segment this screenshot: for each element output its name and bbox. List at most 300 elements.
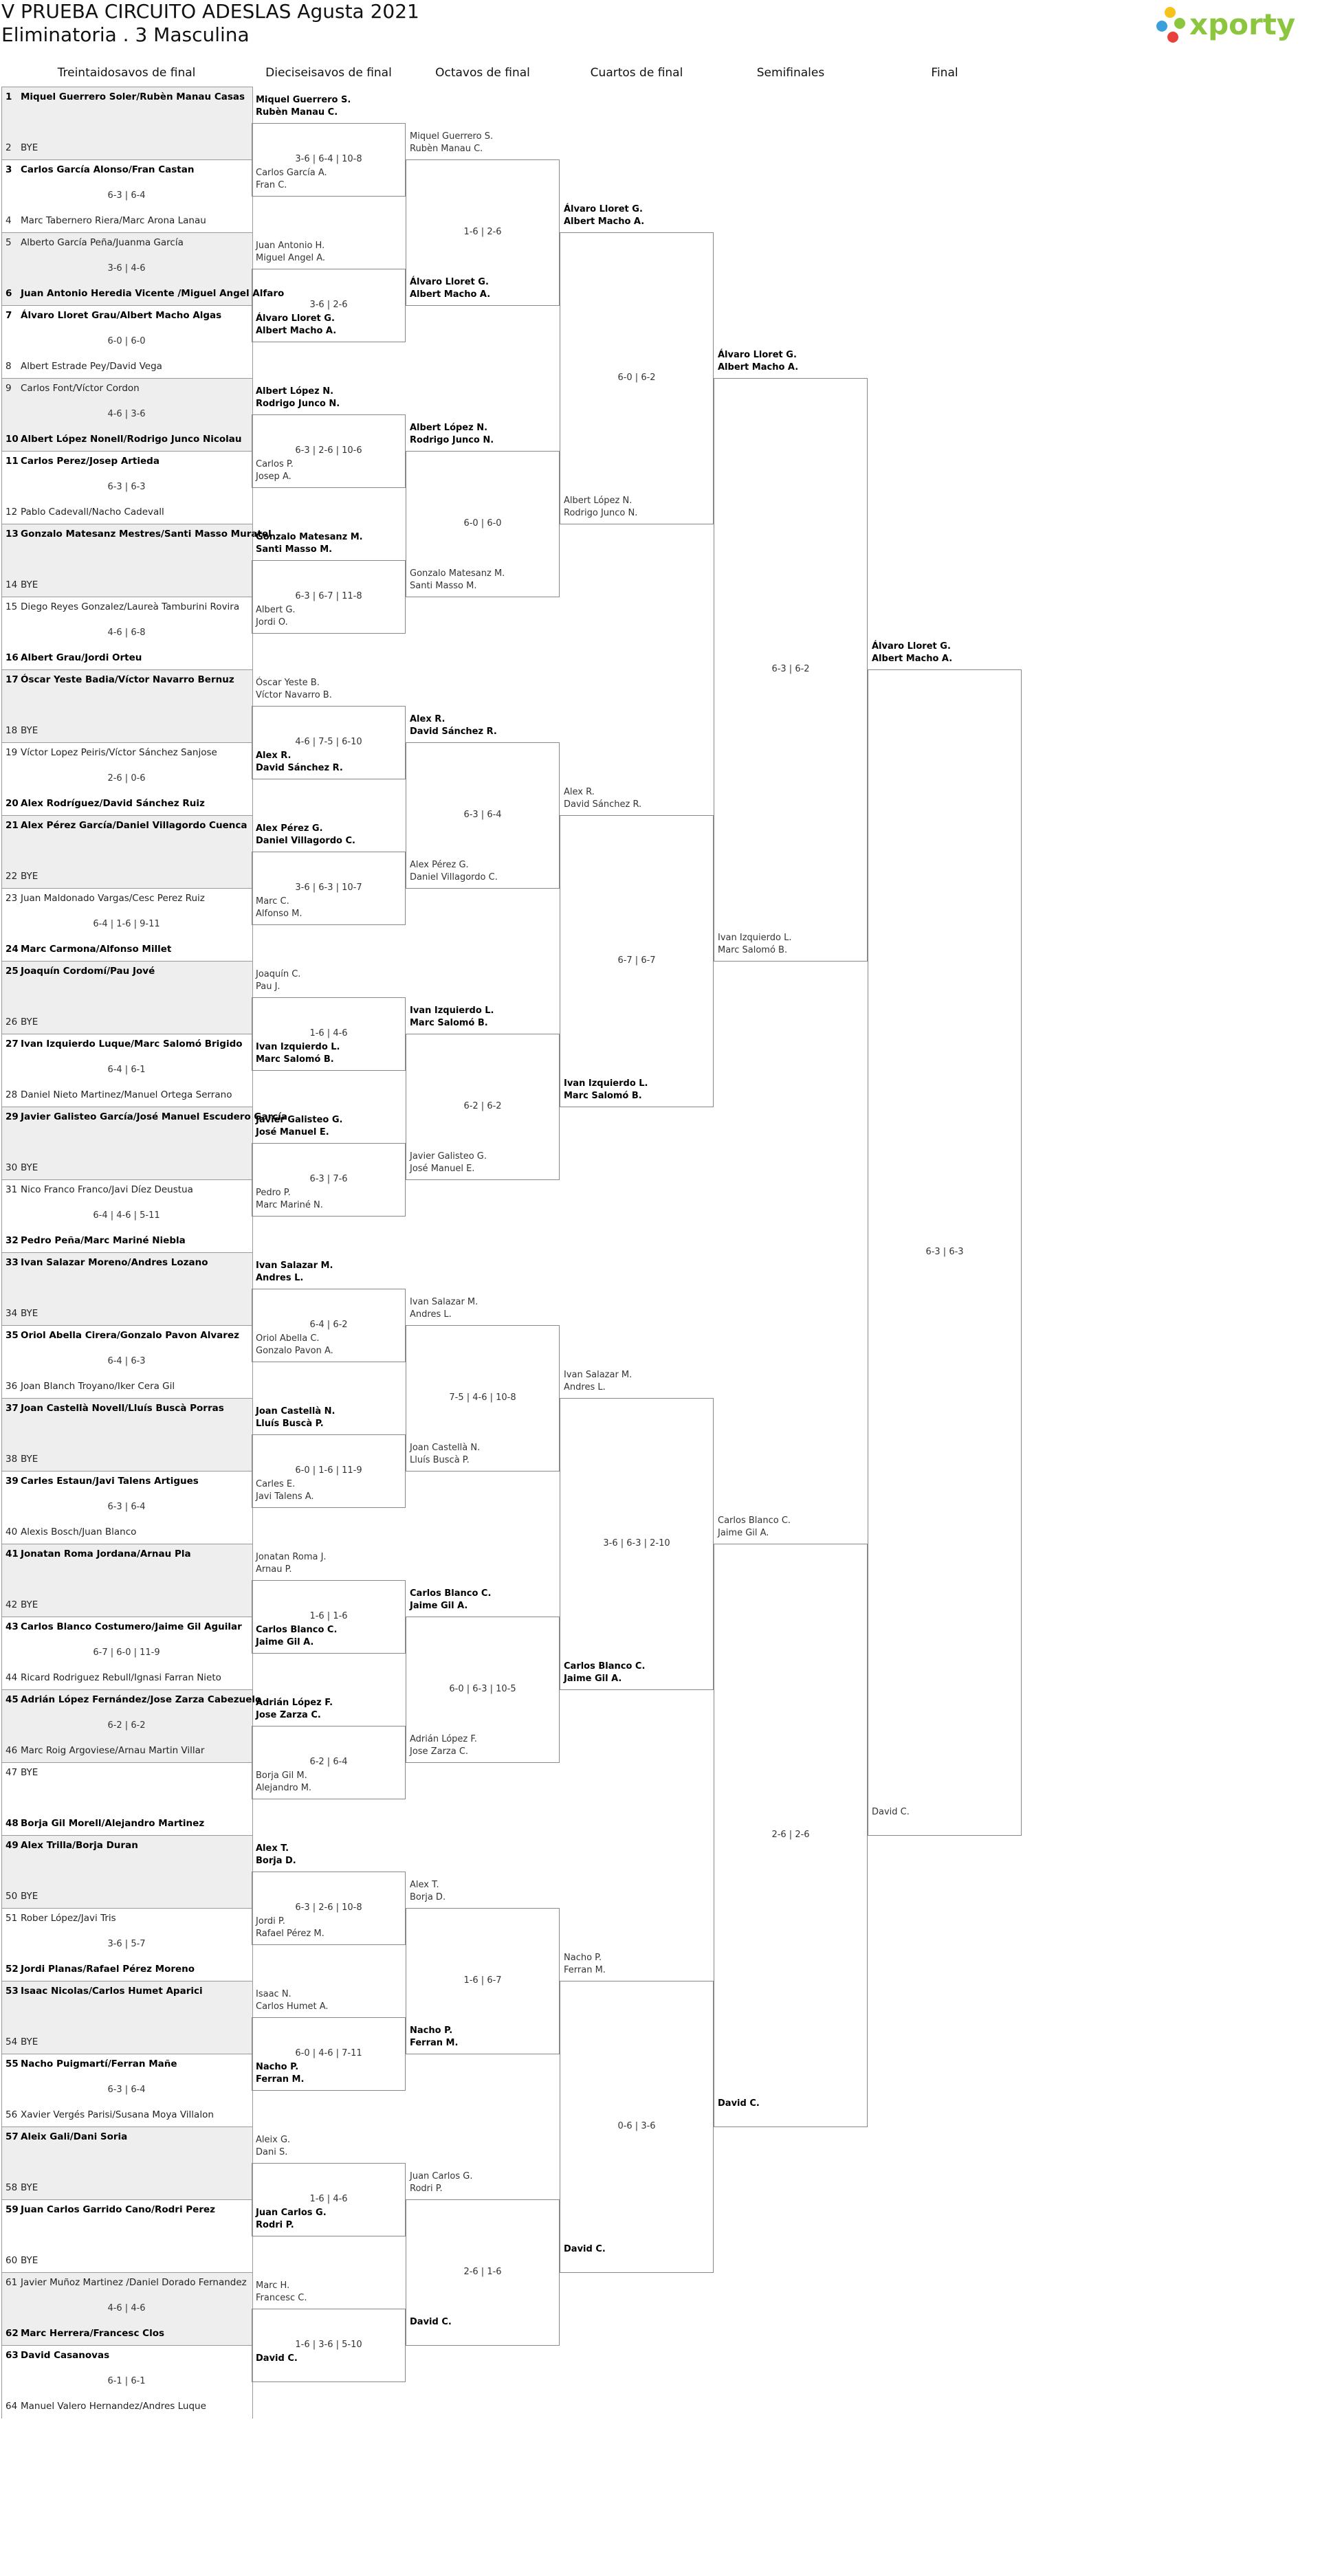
team-name: BYE xyxy=(21,1767,38,1778)
r64-team-top[interactable] xyxy=(6,2203,250,2216)
r64-team-top[interactable] xyxy=(6,1038,250,1050)
r32-top-player2[interactable]: Santi Masso M. xyxy=(256,544,333,555)
r64-team-top[interactable] xyxy=(6,1111,288,1123)
r64-team-bottom[interactable] xyxy=(6,870,250,882)
team-name: Víctor Lopez Peiris/Víctor Sánchez Sanjose xyxy=(21,747,217,758)
seed-number: 30 xyxy=(6,1162,18,1173)
r32-score: 1-6 | 4-6 xyxy=(309,1028,348,1039)
r64-team-top[interactable] xyxy=(6,1694,262,1706)
r16-bottom-player2[interactable]: Lluís Buscà P. xyxy=(410,1455,470,1465)
r64-score: 4-6 | 6-8 xyxy=(107,628,146,638)
draw-subtitle: Eliminatoria . 3 Masculina xyxy=(1,23,250,46)
r8-bottom-player1[interactable]: Albert López N. xyxy=(564,496,632,506)
r32-bottom-player2[interactable]: Gonzalo Pavon A. xyxy=(256,1346,333,1356)
seed-number: 64 xyxy=(6,2401,18,2412)
r64-team-bottom[interactable] xyxy=(6,360,250,373)
r64-team-bottom[interactable] xyxy=(6,652,250,664)
r32-bottom-player1[interactable]: Pedro P. xyxy=(256,1188,291,1198)
r32-score: 1-6 | 1-6 xyxy=(309,1611,348,1621)
team-name: Xavier Vergés Parisi/Susana Moya Villalon xyxy=(21,2109,214,2120)
round-header-r32: Dieciseisavos de final xyxy=(265,66,392,80)
r16-bottom-player1[interactable]: Gonzalo Matesanz M. xyxy=(410,568,505,579)
r32-bottom-player1[interactable]: Ivan Izquierdo L. xyxy=(256,1042,340,1052)
r64-score: 6-4 | 6-3 xyxy=(107,1356,146,1366)
r4-score: 6-3 | 6-2 xyxy=(771,664,810,674)
r64-team-top[interactable] xyxy=(6,2276,250,2289)
r64-team-bottom[interactable] xyxy=(6,2400,250,2412)
r64-team-bottom[interactable] xyxy=(6,2036,250,2048)
r16-bottom-player1[interactable]: David C. xyxy=(410,2317,452,2327)
r64-team-top[interactable] xyxy=(6,2349,250,2362)
team-name: Juan Carlos Garrido Cano/Rodri Perez xyxy=(21,2204,216,2215)
r64-team-top[interactable] xyxy=(6,2131,250,2143)
round-header-qf: Cuartos de final xyxy=(590,66,683,80)
team-name: Joan Castellà Novell/Lluís Buscà Porras xyxy=(21,1403,224,1414)
r8-top-player2[interactable]: Albert Macho A. xyxy=(564,216,645,227)
r64-team-bottom[interactable] xyxy=(6,2327,250,2340)
r8-top-player1[interactable]: Ivan Salazar M. xyxy=(564,1370,632,1380)
r64-team-bottom[interactable] xyxy=(6,142,250,154)
r16-score: 6-0 | 6-3 | 10-5 xyxy=(449,1684,516,1694)
team-name: BYE xyxy=(21,1162,38,1173)
team-name: Alex Pérez García/Daniel Villagordo Cuenca xyxy=(21,820,248,831)
r64-team-bottom[interactable] xyxy=(6,1744,250,1757)
r8-bottom-player2[interactable]: Marc Salomó B. xyxy=(564,1091,642,1101)
logo-dot-blue xyxy=(1156,21,1167,32)
r32-bottom-player1[interactable]: Alex R. xyxy=(256,751,292,761)
r4-bottom-player1[interactable]: David C. xyxy=(718,2098,760,2109)
seed-number: 15 xyxy=(6,601,18,612)
r32-top-player2[interactable]: Dani S. xyxy=(256,2147,288,2157)
r64-team-top[interactable] xyxy=(6,455,250,467)
seed-number: 56 xyxy=(6,2109,18,2120)
r4-top-player2[interactable]: Albert Macho A. xyxy=(718,362,799,373)
r16-top-player2[interactable]: Rodri P. xyxy=(410,2184,443,2194)
r16-bottom-player2[interactable]: Daniel Villagordo C. xyxy=(410,872,498,882)
team-name: Gonzalo Matesanz Mestres/Santi Masso Muratel xyxy=(21,529,272,540)
seed-number: 5 xyxy=(6,237,12,248)
r32-bottom-player1[interactable]: David C. xyxy=(256,2353,298,2364)
team-name: BYE xyxy=(21,579,38,590)
team-name: Daniel Nieto Martinez/Manuel Ortega Serrano xyxy=(21,1089,232,1100)
r32-top-player2[interactable]: Daniel Villagordo C. xyxy=(256,836,355,846)
r64-team-top[interactable] xyxy=(6,674,250,686)
r4-top-player1[interactable]: Carlos Blanco C. xyxy=(718,1515,791,1526)
seed-number: 62 xyxy=(6,2328,19,2339)
r16-top-player2[interactable]: Rodrigo Junco N. xyxy=(410,435,494,445)
r32-bottom-player1[interactable]: Carlos P. xyxy=(256,459,294,469)
r16-top-player1[interactable]: Ivan Salazar M. xyxy=(410,1297,478,1307)
team-name: Javier Galisteo García/José Manuel Escudero García xyxy=(21,1111,288,1122)
r64-team-bottom[interactable] xyxy=(6,2181,250,2194)
team-name: Álvaro Lloret Grau/Albert Macho Algas xyxy=(21,310,222,321)
r64-team-bottom[interactable] xyxy=(6,1817,250,1830)
r32-bottom-player1[interactable]: Carlos Blanco C. xyxy=(256,1625,338,1635)
seed-number: 29 xyxy=(6,1111,19,1122)
logo-dot-yellow xyxy=(1165,7,1176,18)
tournament-title: V PRUEBA CIRCUITO ADESLAS Agusta 2021 xyxy=(1,0,419,23)
r16-top-player1[interactable]: Juan Carlos G. xyxy=(410,2171,473,2181)
r32-score: 6-3 | 6-7 | 11-8 xyxy=(295,591,362,601)
r8-top-player1[interactable]: Alex R. xyxy=(564,787,595,797)
r64-team-top[interactable] xyxy=(6,1912,250,1924)
r32-bottom-player1[interactable]: Álvaro Lloret G. xyxy=(256,313,335,324)
r4-top-player1[interactable]: Álvaro Lloret G. xyxy=(718,350,797,360)
r32-bottom-player2[interactable]: Fran C. xyxy=(256,180,287,190)
r32-bottom-player2[interactable]: Marc Salomó B. xyxy=(256,1054,334,1065)
r64-team-top[interactable] xyxy=(6,1329,250,1342)
r8-bottom-player2[interactable]: Rodrigo Junco N. xyxy=(564,508,638,518)
r64-team-top[interactable] xyxy=(6,1256,250,1269)
r64-team-top[interactable] xyxy=(6,601,250,613)
r64-team-top[interactable] xyxy=(6,746,250,759)
team-name: BYE xyxy=(21,1891,38,1902)
seed-number: 31 xyxy=(6,1184,18,1195)
team-name: Ricard Rodriguez Rebull/Ignasi Farran Nieto xyxy=(21,1672,221,1683)
r32-top-player1[interactable]: Joan Castellà N. xyxy=(256,1406,336,1417)
r32-bottom-player1[interactable]: Oriol Abella C. xyxy=(256,1333,320,1344)
r8-top-player2[interactable]: Andres L. xyxy=(564,1382,606,1392)
logo-dot-red xyxy=(1167,32,1178,43)
team-name: Isaac Nicolas/Carlos Humet Aparici xyxy=(21,1986,203,1997)
round-header-sf: Semifinales xyxy=(756,66,825,80)
seed-number: 42 xyxy=(6,1599,18,1610)
round-header-r16: Octavos de final xyxy=(435,66,530,80)
team-name: Manuel Valero Hernandez/Andres Luque xyxy=(21,2401,206,2412)
r64-team-bottom[interactable] xyxy=(6,1672,250,1684)
r32-bottom-player1[interactable]: Borja Gil M. xyxy=(256,1770,307,1781)
r32-top-player2[interactable]: Pau J. xyxy=(256,981,280,992)
r64-team-bottom[interactable] xyxy=(6,1016,250,1028)
r32-top-player1[interactable]: Gonzalo Matesanz M. xyxy=(256,532,363,542)
r64-score: 6-3 | 6-4 xyxy=(107,1502,146,1512)
r64-team-bottom[interactable] xyxy=(6,2254,250,2267)
r2-top-player2[interactable]: Albert Macho A. xyxy=(872,654,953,664)
r16-top-player2[interactable]: David Sánchez R. xyxy=(410,726,497,737)
r4-bottom-player2[interactable]: Marc Salomó B. xyxy=(718,945,788,955)
r64-team-top[interactable] xyxy=(6,1402,250,1414)
seed-number: 24 xyxy=(6,944,19,955)
r8-top-player1[interactable]: Álvaro Lloret G. xyxy=(564,204,643,214)
r32-bottom-player2[interactable]: Albert Macho A. xyxy=(256,326,337,336)
r4-top-player2[interactable]: Jaime Gil A. xyxy=(718,1528,769,1538)
team-name: BYE xyxy=(21,1017,38,1028)
r8-bottom-player1[interactable]: David C. xyxy=(564,2244,606,2254)
r16-bottom-player1[interactable]: Joan Castellà N. xyxy=(410,1443,481,1453)
r32-bottom-player1[interactable]: Marc C. xyxy=(256,896,289,907)
r64-team-bottom[interactable] xyxy=(6,1963,250,1975)
r64-team-top[interactable] xyxy=(6,528,272,540)
team-name: Alexis Bosch/Juan Blanco xyxy=(21,1526,137,1537)
r16-top-player1[interactable]: Albert López N. xyxy=(410,423,488,433)
seed-number: 35 xyxy=(6,1330,19,1341)
r64-team-bottom[interactable] xyxy=(6,1380,250,1392)
r32-top-player2[interactable]: Francesc C. xyxy=(256,2293,307,2303)
r64-team-top[interactable] xyxy=(6,164,250,176)
r16-score: 7-5 | 4-6 | 10-8 xyxy=(449,1392,516,1403)
seed-number: 32 xyxy=(6,1235,19,1246)
r32-top-player1[interactable]: Adrián López F. xyxy=(256,1698,333,1708)
r64-team-top[interactable] xyxy=(6,2058,250,2070)
team-name: Marc Herrera/Francesc Clos xyxy=(21,2328,165,2339)
r64-team-top[interactable] xyxy=(6,91,250,103)
r64-team-top[interactable] xyxy=(6,1184,250,1196)
r64-team-bottom[interactable] xyxy=(6,506,250,518)
r32-top-player1[interactable]: Ivan Salazar M. xyxy=(256,1261,333,1271)
r4-bottom-player1[interactable]: Ivan Izquierdo L. xyxy=(718,933,792,943)
r64-team-top[interactable] xyxy=(6,1548,250,1560)
team-name: David Casanovas xyxy=(21,2350,110,2361)
r32-top-player2[interactable]: Borja D. xyxy=(256,1856,296,1866)
r32-bottom-player1[interactable]: Jordi P. xyxy=(256,1916,285,1927)
r32-top-player2[interactable]: Carlos Humet A. xyxy=(256,2001,329,2012)
r64-team-top[interactable] xyxy=(6,382,250,395)
r16-bottom-player2[interactable]: Santi Masso M. xyxy=(410,581,477,591)
r16-top-player1[interactable]: Alex R. xyxy=(410,714,446,724)
team-name: Diego Reyes Gonzalez/Laureà Tamburini Rovira xyxy=(21,601,240,612)
r32-bottom-player2[interactable]: Alfonso M. xyxy=(256,909,302,919)
r16-score: 6-2 | 6-2 xyxy=(463,1101,502,1111)
r32-bottom-player2[interactable]: Javi Talens A. xyxy=(256,1491,314,1502)
seed-number: 19 xyxy=(6,747,18,758)
r32-top-player2[interactable]: Miguel Angel A. xyxy=(256,253,325,263)
r32-top-player1[interactable]: Óscar Yeste B. xyxy=(256,678,320,688)
r32-bottom-player2[interactable]: Alejandro M. xyxy=(256,1783,312,1793)
r8-bottom-player2[interactable]: Jaime Gil A. xyxy=(564,1674,622,1684)
team-name: Carlos García Alonso/Fran Castan xyxy=(21,164,195,175)
r32-top-player1[interactable]: Aleix G. xyxy=(256,2135,291,2145)
r64-team-bottom[interactable] xyxy=(6,1307,250,1320)
r64-team-bottom[interactable] xyxy=(6,1890,250,1902)
r32-bottom-player2[interactable]: Rafael Pérez M. xyxy=(256,1929,324,1939)
r64-score: 6-1 | 6-1 xyxy=(107,2376,146,2386)
r32-bottom-player2[interactable]: Rodri P. xyxy=(256,2220,294,2230)
r16-top-player2[interactable]: Andres L. xyxy=(410,1309,452,1320)
r8-top-player2[interactable]: Ferran M. xyxy=(564,1965,606,1975)
r32-top-player2[interactable]: Jose Zarza C. xyxy=(256,1710,321,1720)
seed-number: 43 xyxy=(6,1621,19,1632)
r64-team-top[interactable] xyxy=(6,236,250,249)
team-name: Alex Trilla/Borja Duran xyxy=(21,1840,138,1851)
team-name: BYE xyxy=(21,725,38,736)
r64-team-bottom[interactable] xyxy=(6,724,250,737)
seed-number: 18 xyxy=(6,725,18,736)
r32-bottom-player2[interactable]: Marc Mariné N. xyxy=(256,1200,323,1210)
r32-top-player1[interactable]: Alex Pérez G. xyxy=(256,823,323,834)
r32-bottom-player1[interactable]: Albert G. xyxy=(256,605,296,615)
seed-number: 40 xyxy=(6,1526,18,1537)
r32-top-player2[interactable]: Lluís Buscà P. xyxy=(256,1419,324,1429)
r32-score: 6-3 | 2-6 | 10-6 xyxy=(295,445,362,456)
r32-top-player1[interactable]: Juan Antonio H. xyxy=(256,241,325,251)
r64-team-bottom[interactable] xyxy=(6,287,285,300)
seed-number: 58 xyxy=(6,2182,18,2193)
r32-top-player2[interactable]: Rodrigo Junco N. xyxy=(256,399,340,409)
r64-team-bottom[interactable] xyxy=(6,1599,250,1611)
r32-score: 6-0 | 1-6 | 11-9 xyxy=(295,1465,362,1476)
r32-top-player1[interactable]: Miquel Guerrero S. xyxy=(256,95,351,105)
r32-bottom-player2[interactable]: Josep A. xyxy=(256,471,292,482)
seed-number: 11 xyxy=(6,456,19,467)
r16-bottom-player2[interactable]: Ferran M. xyxy=(410,2038,459,2048)
seed-number: 36 xyxy=(6,1381,18,1392)
r64-team-top[interactable] xyxy=(6,965,250,977)
r16-bottom-player1[interactable]: Javier Galisteo G. xyxy=(410,1151,487,1162)
seed-number: 2 xyxy=(6,142,12,153)
team-name: BYE xyxy=(21,142,38,153)
r64-team-top[interactable] xyxy=(6,309,250,322)
r64-score: 6-0 | 6-0 xyxy=(107,336,146,346)
r64-score: 2-6 | 0-6 xyxy=(107,773,146,784)
r64-score: 4-6 | 3-6 xyxy=(107,409,146,419)
r8-bottom-player1[interactable]: Ivan Izquierdo L. xyxy=(564,1078,648,1089)
r32-bottom-player1[interactable]: Carlos García A. xyxy=(256,168,327,178)
r32-top-player1[interactable]: Isaac N. xyxy=(256,1989,292,1999)
r32-top-player1[interactable]: Javier Galisteo G. xyxy=(256,1115,343,1125)
team-name: Aleix Gali/Dani Soria xyxy=(21,2131,128,2142)
r8-bottom-player1[interactable]: Carlos Blanco C. xyxy=(564,1661,646,1672)
r32-top-player2[interactable]: Víctor Navarro B. xyxy=(256,690,332,700)
r2-bottom-player1[interactable]: David C. xyxy=(872,1807,910,1817)
seed-number: 53 xyxy=(6,1986,19,1997)
r16-top-player1[interactable]: Carlos Blanco C. xyxy=(410,1588,492,1599)
team-name: Albert López Nonell/Rodrigo Junco Nicolau xyxy=(21,434,242,445)
r32-top-player2[interactable]: José Manuel E. xyxy=(256,1127,329,1137)
seed-number: 50 xyxy=(6,1891,18,1902)
team-name: Alberto García Peña/Juanma García xyxy=(21,237,184,248)
r32-top-player2[interactable]: Arnau P. xyxy=(256,1564,292,1575)
team-name: Alex Rodríguez/David Sánchez Ruiz xyxy=(21,798,205,809)
r8-top-player1[interactable]: Nacho P. xyxy=(564,1953,602,1963)
seed-number: 34 xyxy=(6,1308,18,1319)
round-header-r64: Treintaidosavos de final xyxy=(57,66,196,80)
r64-team-top[interactable] xyxy=(6,1839,250,1852)
team-name: Oriol Abella Cirera/Gonzalo Pavon Alvarez xyxy=(21,1330,239,1341)
r64-team-bottom[interactable] xyxy=(6,2109,250,2121)
team-name: Joan Blanch Troyano/Iker Cera Gil xyxy=(21,1381,175,1392)
seed-number: 27 xyxy=(6,1039,19,1050)
r32-top-player2[interactable]: Andres L. xyxy=(256,1273,304,1283)
r16-top-player2[interactable]: Jaime Gil A. xyxy=(410,1601,468,1611)
r32-score: 3-6 | 6-3 | 10-7 xyxy=(295,882,362,893)
r64-team-bottom[interactable] xyxy=(6,1453,250,1465)
team-name: Rober López/Javi Tris xyxy=(21,1913,116,1924)
r32-bottom-player1[interactable]: Carles E. xyxy=(256,1479,296,1489)
r64-score: 6-3 | 6-4 xyxy=(107,190,146,201)
r64-score: 6-3 | 6-4 xyxy=(107,2085,146,2095)
r64-team-bottom[interactable] xyxy=(6,1089,250,1101)
r16-top-player2[interactable]: Rubèn Manau C. xyxy=(410,144,483,154)
r16-top-player2[interactable]: Marc Salomó B. xyxy=(410,1018,488,1028)
seed-number: 17 xyxy=(6,674,19,685)
seed-number: 12 xyxy=(6,507,18,518)
r32-top-player1[interactable]: Albert López N. xyxy=(256,386,334,397)
r32-top-player1[interactable]: Joaquín C. xyxy=(256,969,301,979)
r64-team-top[interactable] xyxy=(6,819,250,832)
team-name: Pedro Peña/Marc Mariné Niebla xyxy=(21,1235,186,1246)
seed-number: 61 xyxy=(6,2277,18,2288)
r32-top-player1[interactable]: Marc H. xyxy=(256,2280,290,2291)
r32-bottom-player2[interactable]: Jaime Gil A. xyxy=(256,1637,314,1647)
r16-score: 6-0 | 6-0 xyxy=(463,518,502,529)
r8-score: 6-7 | 6-7 xyxy=(617,955,656,966)
r16-bottom-player1[interactable]: Nacho P. xyxy=(410,2025,453,2036)
r64-team-bottom[interactable] xyxy=(6,214,250,227)
r64-team-bottom[interactable] xyxy=(6,579,250,591)
r8-top-player2[interactable]: David Sánchez R. xyxy=(564,799,642,810)
r64-team-bottom[interactable] xyxy=(6,797,250,810)
r16-bottom-player1[interactable]: Adrián López F. xyxy=(410,1734,477,1744)
r64-team-top[interactable] xyxy=(6,1766,250,1779)
r64-score: 6-2 | 6-2 xyxy=(107,1720,146,1731)
team-name: Ivan Salazar Moreno/Andres Lozano xyxy=(21,1257,208,1268)
r16-top-player1[interactable]: Ivan Izquierdo L. xyxy=(410,1006,494,1016)
r2-top-player1[interactable]: Álvaro Lloret G. xyxy=(872,641,951,652)
r8-score: 3-6 | 6-3 | 2-10 xyxy=(603,1538,670,1548)
r32-score: 6-4 | 6-2 xyxy=(309,1320,348,1330)
r16-bottom-player1[interactable]: Álvaro Lloret G. xyxy=(410,277,489,287)
r32-bottom-player1[interactable]: Juan Carlos G. xyxy=(256,2208,327,2218)
r32-top-player2[interactable]: Rubèn Manau C. xyxy=(256,107,338,118)
r32-bottom-player2[interactable]: Jordi O. xyxy=(256,617,288,628)
r64-team-top[interactable] xyxy=(6,1985,250,1997)
seed-number: 22 xyxy=(6,871,18,882)
r16-bottom-player2[interactable]: Jose Zarza C. xyxy=(410,1746,469,1757)
r64-team-bottom[interactable] xyxy=(6,943,250,955)
r32-score: 3-6 | 2-6 xyxy=(309,300,348,310)
r16-top-player1[interactable]: Miquel Guerrero S. xyxy=(410,131,494,142)
r32-score: 1-6 | 4-6 xyxy=(309,2194,348,2204)
r16-top-player2[interactable]: Borja D. xyxy=(410,1892,446,1902)
r16-bottom-player1[interactable]: Alex Pérez G. xyxy=(410,860,469,870)
seed-number: 45 xyxy=(6,1694,19,1705)
r4-score: 2-6 | 2-6 xyxy=(771,1830,810,1840)
r64-team-top[interactable] xyxy=(6,1621,250,1633)
seed-number: 16 xyxy=(6,652,19,663)
r32-score: 4-6 | 7-5 | 6-10 xyxy=(295,737,362,747)
seed-number: 13 xyxy=(6,529,19,540)
seed-number: 8 xyxy=(6,361,12,372)
team-name: Miquel Guerrero Soler/Rubèn Manau Casas xyxy=(21,91,245,102)
r32-top-player1[interactable]: Jonatan Roma J. xyxy=(256,1552,327,1562)
r32-bottom-player2[interactable]: Ferran M. xyxy=(256,2074,305,2085)
r64-team-top[interactable] xyxy=(6,892,250,904)
r64-team-bottom[interactable] xyxy=(6,1526,250,1538)
seed-number: 51 xyxy=(6,1913,18,1924)
r16-bottom-player2[interactable]: Albert Macho A. xyxy=(410,289,491,300)
r64-score: 6-3 | 6-3 xyxy=(107,482,146,492)
r64-team-top[interactable] xyxy=(6,1475,250,1487)
team-name: BYE xyxy=(21,1454,38,1465)
r16-bottom-player2[interactable]: José Manuel E. xyxy=(410,1164,475,1174)
r32-top-player1[interactable]: Alex T. xyxy=(256,1843,289,1854)
seed-number: 14 xyxy=(6,579,18,590)
r32-score: 6-0 | 4-6 | 7-11 xyxy=(295,2048,362,2058)
r32-bottom-player1[interactable]: Nacho P. xyxy=(256,2062,299,2072)
r64-score: 3-6 | 5-7 xyxy=(107,1939,146,1949)
team-name: Joaquín Cordomí/Pau Jové xyxy=(21,966,155,977)
r32-bottom-player2[interactable]: David Sánchez R. xyxy=(256,763,343,773)
team-name: Juan Maldonado Vargas/Cesc Perez Ruiz xyxy=(21,893,205,904)
r16-top-player1[interactable]: Alex T. xyxy=(410,1880,439,1890)
r64-team-bottom[interactable] xyxy=(6,1162,250,1174)
seed-number: 54 xyxy=(6,2036,18,2047)
r64-score: 6-4 | 6-1 xyxy=(107,1065,146,1075)
r64-team-bottom[interactable] xyxy=(6,1234,250,1247)
r32-score: 6-3 | 2-6 | 10-8 xyxy=(295,1902,362,1913)
r64-team-bottom[interactable] xyxy=(6,433,250,445)
seed-number: 21 xyxy=(6,820,19,831)
